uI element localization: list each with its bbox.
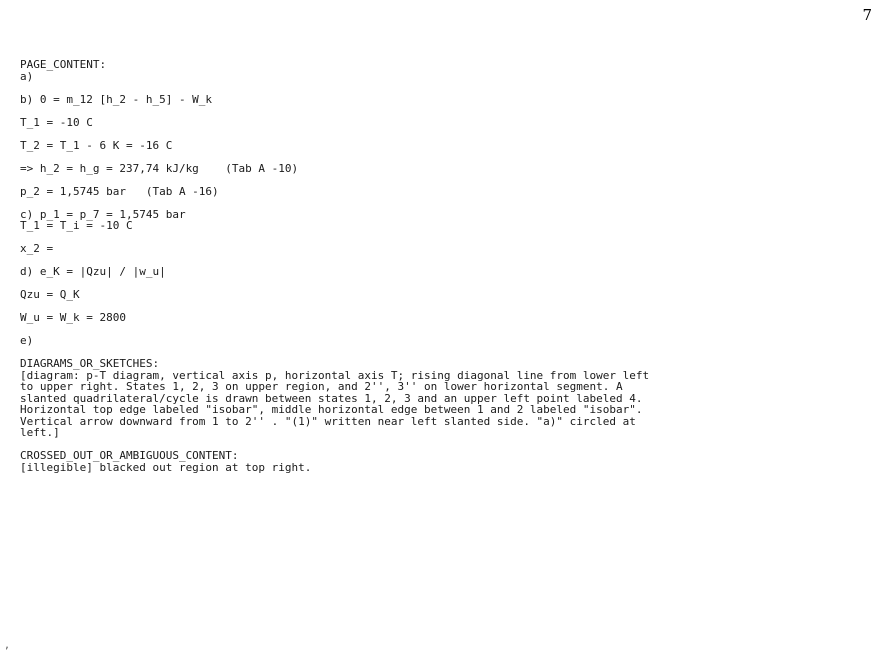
text-line: T_1 = -10 C <box>20 115 93 129</box>
text-line: p_2 = 1,5745 bar (Tab A -16) <box>20 184 219 198</box>
text-line <box>20 301 870 313</box>
text-line: slanted quadrilateral/cycle is drawn between states 1, 2, 3 and an upper left point labeled 4. <box>20 391 643 405</box>
text-line <box>20 82 870 94</box>
text-line <box>20 174 870 186</box>
document-body <box>20 59 870 473</box>
margin-mark: , <box>4 640 11 651</box>
text-line: left.] <box>20 426 60 439</box>
text-line: T_2 = T_1 - 6 K = -16 C <box>20 138 173 152</box>
text-line <box>20 278 870 290</box>
crossed-out-section <box>20 450 870 473</box>
text-line: Vertical arrow downward from 1 to 2'' . "(1)" written near left slanted side. "a)" circled at <box>20 414 636 428</box>
text-line: T_1 = T_i = -10 C <box>20 219 133 232</box>
text-line: to upper right. States 1, 2, 3 on upper region, and 2'', 3'' on lower horizontal segment. A <box>20 380 623 393</box>
text-line: e) <box>20 334 34 347</box>
text-line: Horizontal top edge labeled "isobar", middle horizontal edge between 1 and 2 labeled "isobar". <box>20 403 643 416</box>
text-line: CROSSED_OUT_OR_AMBIGUOUS_CONTENT: <box>20 449 239 462</box>
text-line <box>20 105 870 117</box>
text-line <box>20 151 870 163</box>
text-line: [illegible] blacked out region at top right. <box>20 460 312 474</box>
text-line: b) 0 = m_12 [h_2 - h_5] - W_k <box>20 92 213 106</box>
text-line <box>20 232 870 244</box>
text-line: W_u = W_k = 2800 <box>20 311 126 324</box>
text-line <box>20 324 870 336</box>
text-line: PAGE_CONTENT: <box>20 58 107 71</box>
text-line: DIAGRAMS_OR_SKETCHES: <box>20 357 160 370</box>
text-line <box>20 197 870 209</box>
text-line: x_2 = <box>20 242 54 255</box>
text-line: d) e_K = |Qzu| / |w_u| <box>20 265 166 278</box>
page-content-section <box>20 59 870 358</box>
page-number: 7 <box>862 6 872 24</box>
text-line: a) <box>20 69 34 83</box>
diagrams-section <box>20 358 870 450</box>
text-line <box>20 128 870 140</box>
text-line: => h_2 = h_g = 237,74 kJ/kg (Tab A -10) <box>20 161 299 175</box>
text-line: [diagram: p-T diagram, vertical axis p, horizontal axis T; rising diagonal line from lower left <box>20 368 650 382</box>
text-line: c) p_1 = p_7 = 1,5745 bar <box>20 207 186 221</box>
text-line: Qzu = Q_K <box>20 288 80 301</box>
